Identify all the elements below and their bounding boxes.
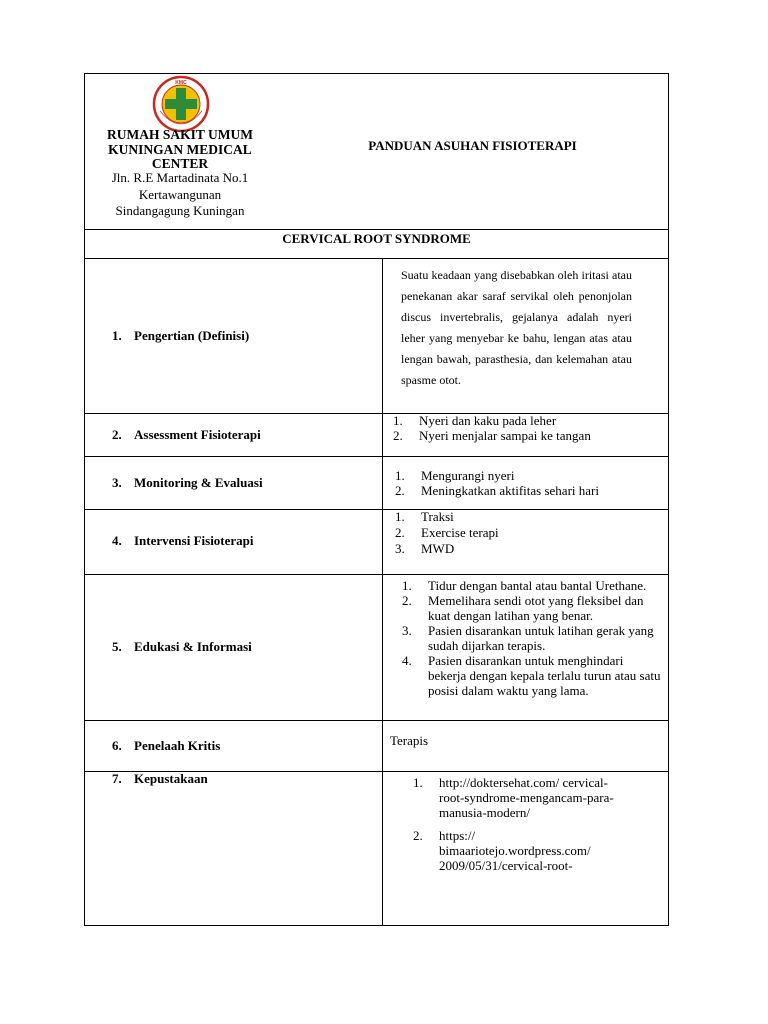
list-item: 3. Pasien disarankan untuk latihan gerak yang sudah dijarkan terapis. — [402, 623, 654, 653]
list-item: 1. Traksi — [395, 509, 454, 524]
row-label-1: 1. Pengertian (Definisi) — [112, 328, 250, 343]
address-line-3: Sindangagung Kuningan — [115, 203, 245, 218]
assessment-list — [393, 413, 663, 443]
row-label-5: 5. Edukasi & Informasi — [112, 639, 252, 654]
svg-text:KMC: KMC — [175, 80, 187, 86]
references-list — [413, 775, 623, 873]
row-label-2: 2. Assessment Fisioterapi — [112, 427, 261, 442]
list-item: 2. Nyeri menjalar sampai ke tangan — [393, 428, 591, 443]
row-label-6: 6. Penelaah Kritis — [112, 738, 221, 753]
document-title: PANDUAN ASUHAN FISIOTERAPI — [368, 138, 577, 153]
hospital-logo — [152, 75, 210, 133]
reference-link-2[interactable]: 2. https:// bimaariotejo.wordpress.com/ 2009/05/31/cervical-root- — [413, 828, 591, 873]
definition-text: Suatu keadaan yang disebabkan oleh iritasi atau penekanan akar saraf servikal oleh penonjolan discus invertebralis, gejalanya adalah nyeri leher yang menyebar ke bahu, lengan atas atau lengan bawah, parasthesia, dan kelemahan atau spasme otot. — [401, 268, 632, 387]
row-label-3: 3. Monitoring & Evaluasi — [112, 475, 263, 490]
education-list — [402, 578, 664, 698]
hospital-name: RUMAH SAKIT UMUM KUNINGAN MEDICAL CENTER — [107, 127, 253, 171]
section-title: CERVICAL ROOT SYNDROME — [282, 231, 471, 246]
list-item: 1. Nyeri dan kaku pada leher — [393, 413, 557, 428]
address-line-1: Jln. R.E Martadinata No.1 — [111, 170, 249, 185]
row-divider-4 — [84, 574, 669, 575]
title-divider — [84, 258, 669, 259]
hospital-address — [90, 170, 270, 220]
row-divider-2 — [84, 456, 669, 457]
reference-link-1[interactable]: 1. http://doktersehat.com/ cervical-root-syndrome-mengancam-para-manusia-modern/ — [413, 775, 614, 820]
critical-reviewer: Terapis — [390, 733, 429, 748]
row-label-4: 4. Intervensi Fisioterapi — [112, 533, 254, 548]
list-item: 2. Memelihara sendi otot yang fleksibel dan kuat dengan latihan yang benar. — [402, 593, 644, 623]
list-item: 1. Tidur dengan bantal atau bantal Urethane. — [402, 578, 647, 593]
row-label-7: 7. Kepustakaan — [112, 771, 208, 786]
header-divider — [84, 229, 669, 230]
address-line-2: Kertawangunan — [138, 186, 222, 202]
intervention-list — [395, 509, 665, 557]
list-item: 4. Pasien disarankan untuk menghindari bekerja dengan kepala terlalu turun atau satu posisi dalam waktu yang lama. — [402, 653, 661, 698]
row-divider-5 — [84, 720, 669, 721]
monitoring-list — [395, 468, 665, 498]
column-divider — [382, 258, 383, 926]
list-item: 1. Mengurangi nyeri — [395, 468, 515, 483]
list-item: 2. Exercise terapi — [395, 525, 499, 540]
list-item: 2. Meningkatkan aktifitas sehari hari — [395, 483, 599, 498]
list-item: 3. MWD — [395, 541, 455, 556]
